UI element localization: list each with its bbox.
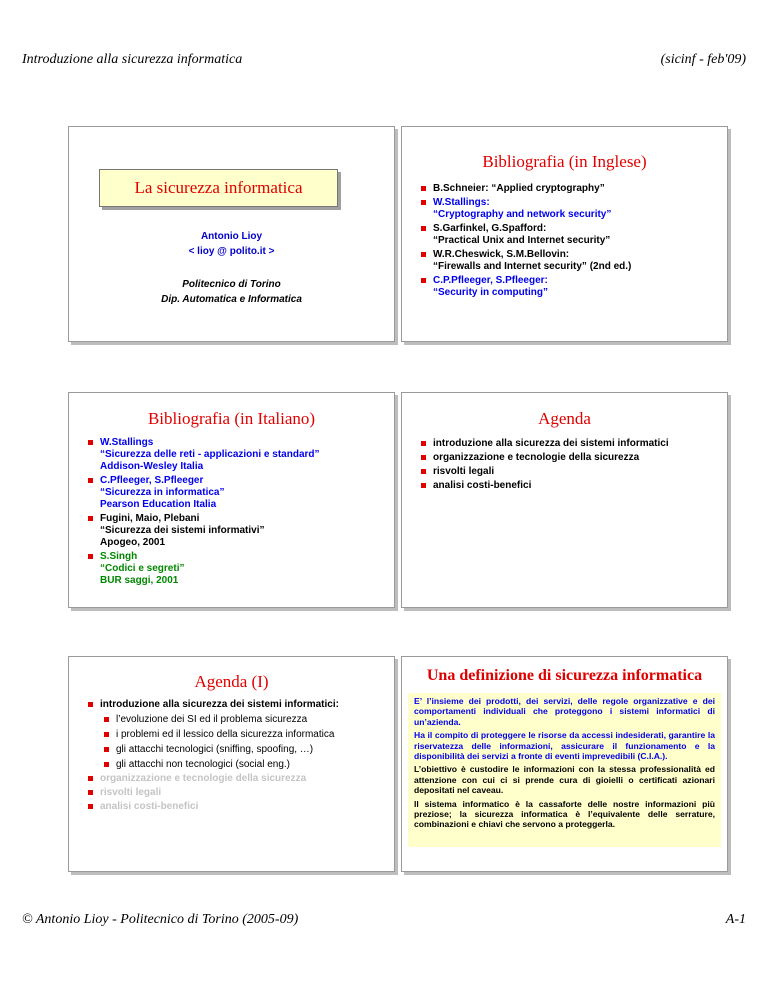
square-bullet-icon (104, 732, 109, 737)
list-item: introduzione alla sicurezza dei sistemi informatici (419, 438, 719, 450)
bibliography-item (86, 513, 386, 549)
bibliography-line: W.Stallings: (433, 197, 490, 208)
slide-heading: Agenda (I) (194, 672, 269, 691)
sub-list (100, 713, 391, 771)
bibliography-line: “Firewalls and Internet security” (2nd ed.) (433, 261, 632, 272)
square-bullet-icon (104, 717, 109, 722)
bibliography-item (419, 275, 719, 299)
square-bullet-icon (88, 790, 93, 795)
definition-paragraph: Ha il compito di proteggere le risorse da accessi indesiderati, garantire la riservatezza delle informazioni, assicurare il funzionamento e la disponibilità dei servizi a fronte di eventi imprevedibili (C.I.A.). (414, 730, 715, 762)
bibliography-line: “Codici e segreti” (100, 563, 185, 574)
author-email: < lioy @ polito.it > (188, 246, 275, 257)
square-bullet-icon (88, 478, 93, 483)
bibliography-line: “Sicurezza delle reti - applicazioni e standard” (100, 449, 320, 460)
slide-agenda (401, 392, 728, 608)
page-footer-copyright: © Antonio Lioy - Politecnico di Torino (2005-09) (22, 912, 299, 927)
square-bullet-icon (88, 702, 93, 707)
slide-heading: Bibliografia (in Inglese) (482, 152, 647, 171)
square-bullet-icon (104, 762, 109, 767)
bibliography-line: W.Stallings (100, 437, 154, 448)
bibliography-line: C.Pfleeger, S.Pfleeger (100, 475, 204, 486)
square-bullet-icon (421, 441, 426, 446)
square-bullet-icon (88, 440, 93, 445)
sub-list-item: i problemi ed il lessico della sicurezza informatica (100, 728, 391, 741)
slide-heading: Una definizione di sicurezza informatica (426, 667, 703, 684)
department: Dip. Automatica e Informatica (161, 294, 302, 305)
slide-bibliografia-inglese (401, 126, 728, 342)
bibliography-list (419, 183, 719, 299)
slide-heading: Bibliografia (in Italiano) (147, 409, 316, 428)
square-bullet-icon (88, 516, 93, 521)
list-item: organizzazione e tecnologie della sicurezza (419, 452, 719, 464)
slide-title-box (99, 169, 338, 207)
bibliography-line: “Sicurezza dei sistemi informativi” (100, 525, 265, 536)
sub-list-item: l’evoluzione dei SI ed il problema sicurezza (100, 713, 391, 726)
bibliography-item (419, 249, 719, 273)
square-bullet-icon (104, 747, 109, 752)
list-item: introduzione alla sicurezza dei sistemi informatici: l’evoluzione dei SI ed il problema sicurezza i problemi ed il lessico della sicurezza informatica gli attacchi tecnologici (sniffing, spoofing, …) gli attacchi non tecnologici (social eng.) (86, 699, 391, 771)
slide-title-text: La sicurezza informatica (134, 178, 303, 197)
slide-bibliografia-italiano (68, 392, 395, 608)
page-header-code: (sicinf - feb'09) (660, 52, 746, 67)
slide-title (68, 126, 395, 342)
bibliography-line: S.Garfinkel, G.Spafford: (433, 223, 547, 234)
slide-definizione (401, 656, 728, 872)
bibliography-item (419, 197, 719, 221)
bibliography-line: BUR saggi, 2001 (100, 575, 179, 586)
bibliography-line: Fugini, Maio, Plebani (100, 513, 200, 524)
bibliography-item (419, 183, 719, 195)
bibliography-item (86, 475, 386, 511)
bibliography-list (86, 437, 386, 587)
author-name: Antonio Lioy (200, 231, 263, 242)
definition-paragraph: E’ l’insieme dei prodotti, dei servizi, delle regole organizzative e dei comportamenti individuali che proteggono i sistemi informatici di un’azienda. (414, 696, 715, 727)
definition-paragraph: Il sistema informatico è la cassaforte delle nostre informazioni più preziose; la sicurezza informatica è l’equivalente delle serrature, combinazioni e chiavi che servono a proteggerla. (414, 798, 715, 830)
square-bullet-icon (421, 455, 426, 460)
bibliography-item (86, 551, 386, 587)
square-bullet-icon (88, 554, 93, 559)
bibliography-line: “Cryptography and network security” (433, 209, 612, 220)
definition-paragraph: L’obiettivo è custodire le informazioni con la stessa professionalità ed attenzione con cui ci si prende cura di gioielli o certificati azionari depositati nel caveau. (414, 764, 715, 796)
square-bullet-icon (88, 776, 93, 781)
bibliography-line: C.P.Pfleeger, S.Pfleeger: (433, 275, 548, 286)
slide-heading: Agenda (538, 409, 591, 428)
square-bullet-icon (421, 469, 426, 474)
square-bullet-icon (421, 200, 426, 205)
bibliography-line: Addison-Wesley Italia (100, 461, 204, 472)
list-item: organizzazione e tecnologie della sicurezza (86, 773, 391, 785)
bibliography-item (419, 223, 719, 247)
bibliography-line: S.Singh (100, 551, 138, 562)
bibliography-item (86, 437, 386, 473)
list-item: analisi costi-benefici (419, 480, 719, 492)
list-item: analisi costi-benefici (86, 801, 391, 813)
institution: Politecnico di Torino (182, 279, 281, 290)
agenda-list (86, 699, 391, 813)
bibliography-line: B.Schneier: “Applied cryptography” (433, 183, 605, 194)
square-bullet-icon (421, 226, 426, 231)
square-bullet-icon (421, 186, 426, 191)
square-bullet-icon (421, 483, 426, 488)
page-header-title: Introduzione alla sicurezza informatica (22, 52, 243, 67)
bibliography-line: “Practical Unix and Internet security” (433, 235, 611, 246)
slide-agenda-1 (68, 656, 395, 872)
bibliography-line: Pearson Education Italia (100, 499, 217, 510)
bibliography-line: W.R.Cheswick, S.M.Bellovin: (433, 249, 570, 260)
list-item: risvolti legali (86, 787, 391, 799)
square-bullet-icon (88, 804, 93, 809)
bibliography-line: “Security in computing” (433, 287, 549, 298)
bibliography-line: Apogeo, 2001 (100, 537, 166, 548)
agenda-list (419, 438, 719, 492)
definition-box (408, 693, 721, 847)
list-item: risvolti legali (419, 466, 719, 478)
bibliography-line: “Sicurezza in informatica” (100, 487, 225, 498)
square-bullet-icon (421, 252, 426, 257)
page-number: A-1 (725, 912, 746, 927)
square-bullet-icon (421, 278, 426, 283)
sub-list-item: gli attacchi non tecnologici (social eng.) (100, 758, 391, 771)
sub-list-item: gli attacchi tecnologici (sniffing, spoofing, …) (100, 743, 391, 756)
